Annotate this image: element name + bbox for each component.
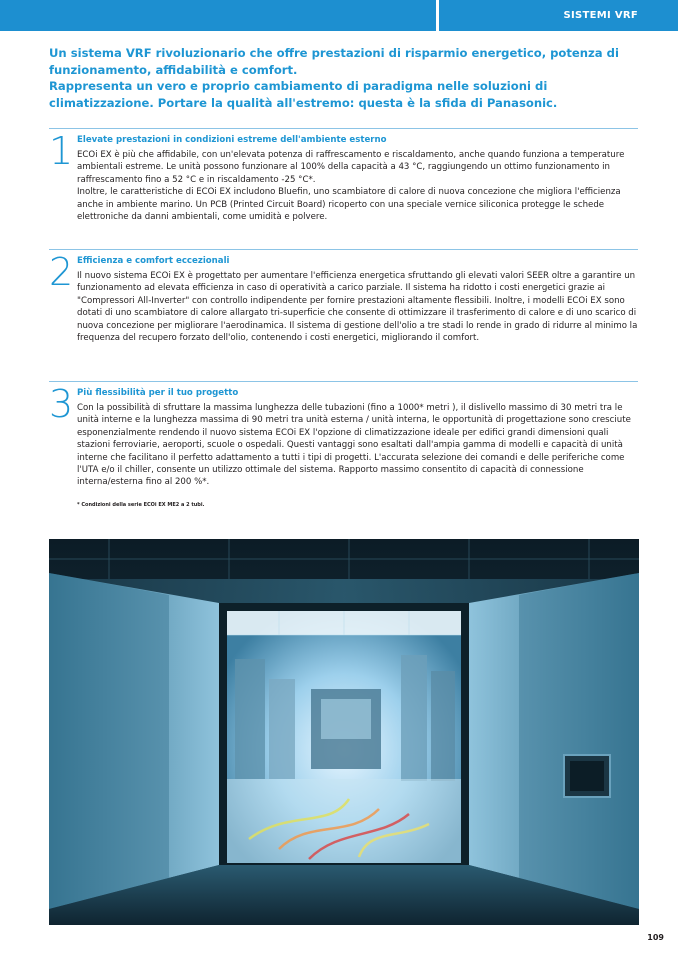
intro — [49, 45, 639, 111]
section-rule — [49, 381, 638, 382]
intro-paragraph-2: Rappresenta un vero e proprio cambiamento di paradigma nelle soluzioni di climatizzazione. Portare la qualità all'estremo: questa è la sfida di Panasonic. — [49, 79, 558, 110]
intro-paragraph-1: Un sistema VRF rivoluzionario che offre prestazioni di risparmio energetico, potenza di funzionamento, affidabilità e comfort. — [49, 46, 619, 77]
section-title: Elevate prestazioni in condizioni estreme dell'ambiente esterno — [77, 135, 387, 145]
section-number: 3 — [49, 382, 74, 426]
section-title: Efficienza e comfort eccezionali — [77, 256, 230, 266]
header-divider — [436, 0, 439, 31]
section-rule — [49, 249, 638, 250]
section-title: Più flessibilità per il tuo progetto — [77, 388, 239, 398]
section-number: 1 — [49, 129, 74, 173]
section-paragraph: ECOi EX è più che affidabile, con un'elevata potenza di raffrescamento e riscaldamento, anche quando funziona a temperature ambientali estreme. Le unità possono funzionare al 100% della capacità a 43 °C, raggiungendo un ottimo funzionamento in raffrescamento fino a 52 °C e in riscaldamento -25 °C*. — [77, 150, 625, 185]
section-rule — [49, 128, 638, 129]
section-paragraph: Inoltre, le caratteristiche di ECOi EX includono Bluefin, uno scambiatore di calore di nuova concezione che migliora l'efficienza anche in ambiente marino. Un PCB (Printed Circuit Board) ricoperto con una speciale vernice siliconica protegge le schede elettroniche da danni ambientali, come umidità e polvere. — [77, 187, 621, 223]
section-paragraph: Il nuovo sistema ECOi EX è progettato per aumentare l'efficienza energetica sfruttando gli elevati valori SEER oltre a garantire un funzionamento ad elevata efficienza in caso di operatività a carico parziale. Il sistema ha ridotto i costi energetici grazie ai "Compressori All-Inverter" con controllo indipendente per fornire prestazioni altamente flessibili. Inoltre, i modelli ECOi EX sono dotati di uno scambiatore di calore allargato tri-superficie che consente di ottimizzare il trasferimento di calore e di uno scarico di nuova concezione per migliorare l'aerodinamica. Il sistema di gestione dell'olio a tre stadi lo rende in grado di ridurre al minimo la frequenza del recupero forzato dell'olio, contenendo i costi energetici, migliorando il comfort. — [77, 271, 638, 344]
section-body — [77, 402, 641, 489]
test-chamber-illustration — [49, 539, 639, 925]
section-body — [77, 270, 641, 344]
page-number: 109 — [647, 933, 664, 942]
section-paragraph: Con la possibilità di sfruttare la massima lunghezza delle tubazioni (fino a 1000* metri ), il dislivello massimo di 30 metri tra le unità interne e la lunghezza massima di 90 metri tra unità esterna / unità interna, le opportunità di progettazione sono cresciute esponenzialmente rendendo il nuovo sistema ECOi EX l'opzione di climatizzazione ideale per edifici grandi dimensioni quali stazioni ferroviarie, aeroporti, scuole o ospedali. Questi vantaggi sono esaltati dall'ampia gamma di modelli e capacità di unità interne che facilitano il perfetto adattamento a tutti i tipi di progetti. L'accurata selezione dei comandi e delle periferiche come l'UTA e/o il chiller, consente un utilizzo ottimale del sistema. Rapporto massimo consentito di capacità di connessione interna/esterna fino al 200 %*. — [77, 403, 631, 488]
footnote: * Condizioni della serie ECOi EX ME2 a 2 tubi. — [77, 502, 205, 508]
section-body — [77, 149, 641, 223]
test-chamber-photo — [49, 539, 639, 925]
section-number: 2 — [49, 250, 74, 294]
section-label: SISTEMI VRF — [563, 10, 638, 21]
